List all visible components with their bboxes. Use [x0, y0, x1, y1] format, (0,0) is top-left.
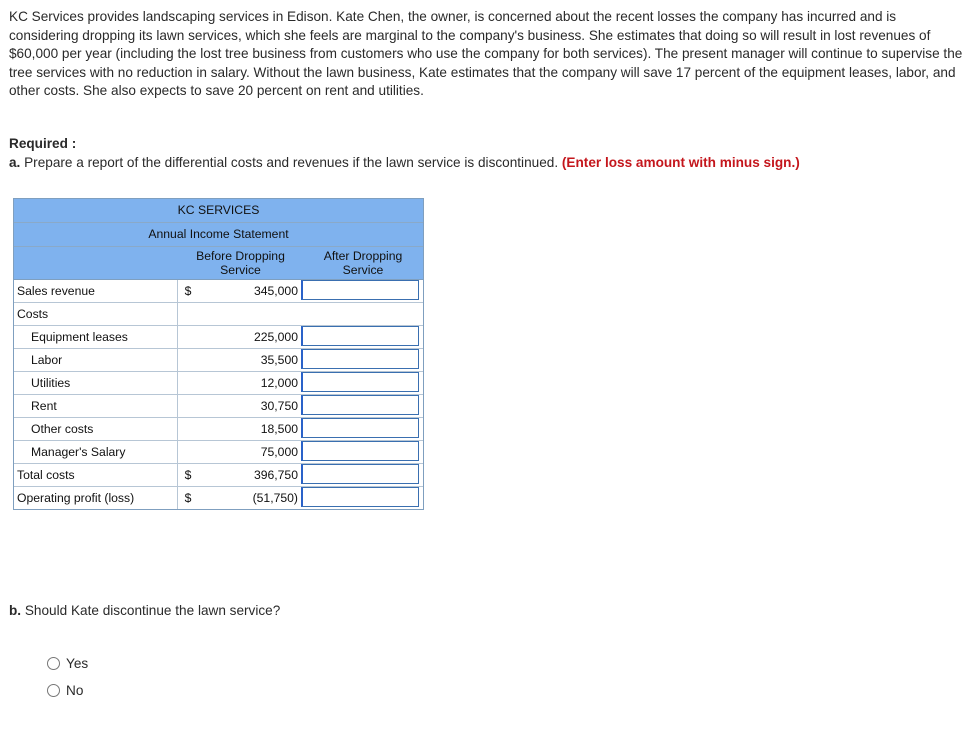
after-dropping-cell: [301, 464, 421, 486]
after-dropping-input[interactable]: [301, 418, 419, 438]
after-dropping-input[interactable]: [301, 303, 419, 323]
row-label: Utilities: [14, 372, 178, 394]
row-label: Total costs: [14, 464, 178, 486]
part-b-letter: b.: [9, 603, 22, 618]
currency-symbol: [178, 441, 198, 463]
currency-symbol: [178, 349, 198, 371]
after-dropping-input[interactable]: [301, 349, 419, 369]
before-dropping-value: 75,000: [260, 445, 298, 459]
after-dropping-cell: [301, 372, 421, 394]
after-dropping-input[interactable]: [301, 280, 419, 300]
row-label: Sales revenue: [14, 280, 178, 302]
part-b-question: [9, 603, 280, 618]
no-radio-button[interactable]: [47, 684, 60, 697]
after-dropping-header: After Dropping Service: [323, 249, 403, 277]
before-dropping-value: 35,500: [260, 353, 298, 367]
table-row: [14, 441, 423, 464]
table-row: [14, 349, 423, 372]
before-dropping-value: [198, 303, 301, 325]
currency-symbol: $: [184, 468, 192, 482]
yes-label: Yes: [66, 656, 89, 671]
column-headers: [14, 247, 423, 280]
currency-symbol: $: [184, 491, 192, 505]
after-dropping-input[interactable]: [301, 326, 419, 346]
after-dropping-input[interactable]: [301, 372, 419, 392]
after-dropping-cell: [301, 418, 421, 440]
table-row: [14, 395, 423, 418]
part-a-instruction: [9, 155, 964, 170]
after-dropping-input[interactable]: [301, 487, 419, 507]
currency-symbol: [178, 326, 198, 348]
table-row: [14, 418, 423, 441]
currency-symbol: $: [184, 284, 192, 298]
after-dropping-input[interactable]: [301, 464, 419, 484]
income-statement-table: [13, 198, 424, 510]
currency-symbol: [178, 418, 198, 440]
table-row: [14, 326, 423, 349]
table-row: [14, 487, 423, 509]
label-column-header: [14, 247, 178, 279]
after-dropping-cell: [301, 280, 421, 302]
currency-symbol: [178, 395, 198, 417]
row-label: Rent: [14, 395, 178, 417]
after-dropping-cell: [301, 487, 421, 509]
after-dropping-cell: [301, 326, 421, 348]
no-label: No: [66, 683, 84, 698]
currency-symbol: [178, 303, 198, 325]
after-dropping-cell: [301, 441, 421, 463]
before-dropping-value: 345,000: [253, 284, 298, 298]
yes-option[interactable]: [47, 656, 88, 671]
statement-title-header: Annual Income Statement: [14, 223, 423, 247]
part-a-letter: a.: [9, 155, 21, 170]
before-dropping-value: 18,500: [260, 422, 298, 436]
before-dropping-value: 396,750: [253, 468, 298, 482]
table-row: [14, 280, 423, 303]
before-dropping-value: 30,750: [260, 399, 298, 413]
after-dropping-input[interactable]: [301, 395, 419, 415]
after-dropping-cell: [301, 303, 421, 325]
before-dropping-header: Before Dropping Service: [196, 249, 285, 277]
row-label: Operating profit (loss): [14, 487, 178, 509]
company-name-header: KC SERVICES: [14, 199, 423, 223]
table-body: [14, 280, 423, 509]
table-row: [14, 464, 423, 487]
part-a-hint: (Enter loss amount with minus sign.): [561, 155, 800, 170]
table-row: [14, 303, 423, 326]
required-label: Required :: [9, 136, 77, 151]
row-label: Manager's Salary: [14, 441, 178, 463]
problem-statement: KC Services provides landscaping services in Edison. Kate Chen, the owner, is concerned about the recent losses the company has incurred and is considering dropping its lawn services, which she feels are marginal to the company's business. She estimates that doing so will result in lost revenues of $60,000 per year (including the lost tree business from customers who use the company for both services). The present manager will continue to supervise the tree services with no reduction in salary. Without the lawn business, Kate estimates that the company will save 17 percent of the equipment leases, labor, and other costs. She also expects to save 20 percent on rent and utilities.: [9, 9, 963, 99]
row-label: Costs: [14, 303, 178, 325]
row-label: Other costs: [14, 418, 178, 440]
part-a-text: Prepare a report of the differential costs and revenues if the lawn service is discontinued.: [20, 155, 562, 170]
before-dropping-value: 12,000: [260, 376, 298, 390]
before-dropping-value: (51,750): [252, 491, 298, 505]
table-row: [14, 372, 423, 395]
after-dropping-cell: [301, 349, 421, 371]
before-dropping-value: 225,000: [253, 330, 298, 344]
row-label: Labor: [14, 349, 178, 371]
row-label: Equipment leases: [14, 326, 178, 348]
after-dropping-input[interactable]: [301, 441, 419, 461]
yes-radio-button[interactable]: [47, 657, 60, 670]
after-dropping-cell: [301, 395, 421, 417]
currency-symbol: [178, 372, 198, 394]
no-option[interactable]: [47, 683, 83, 698]
part-b-text: Should Kate discontinue the lawn service?: [21, 603, 281, 618]
